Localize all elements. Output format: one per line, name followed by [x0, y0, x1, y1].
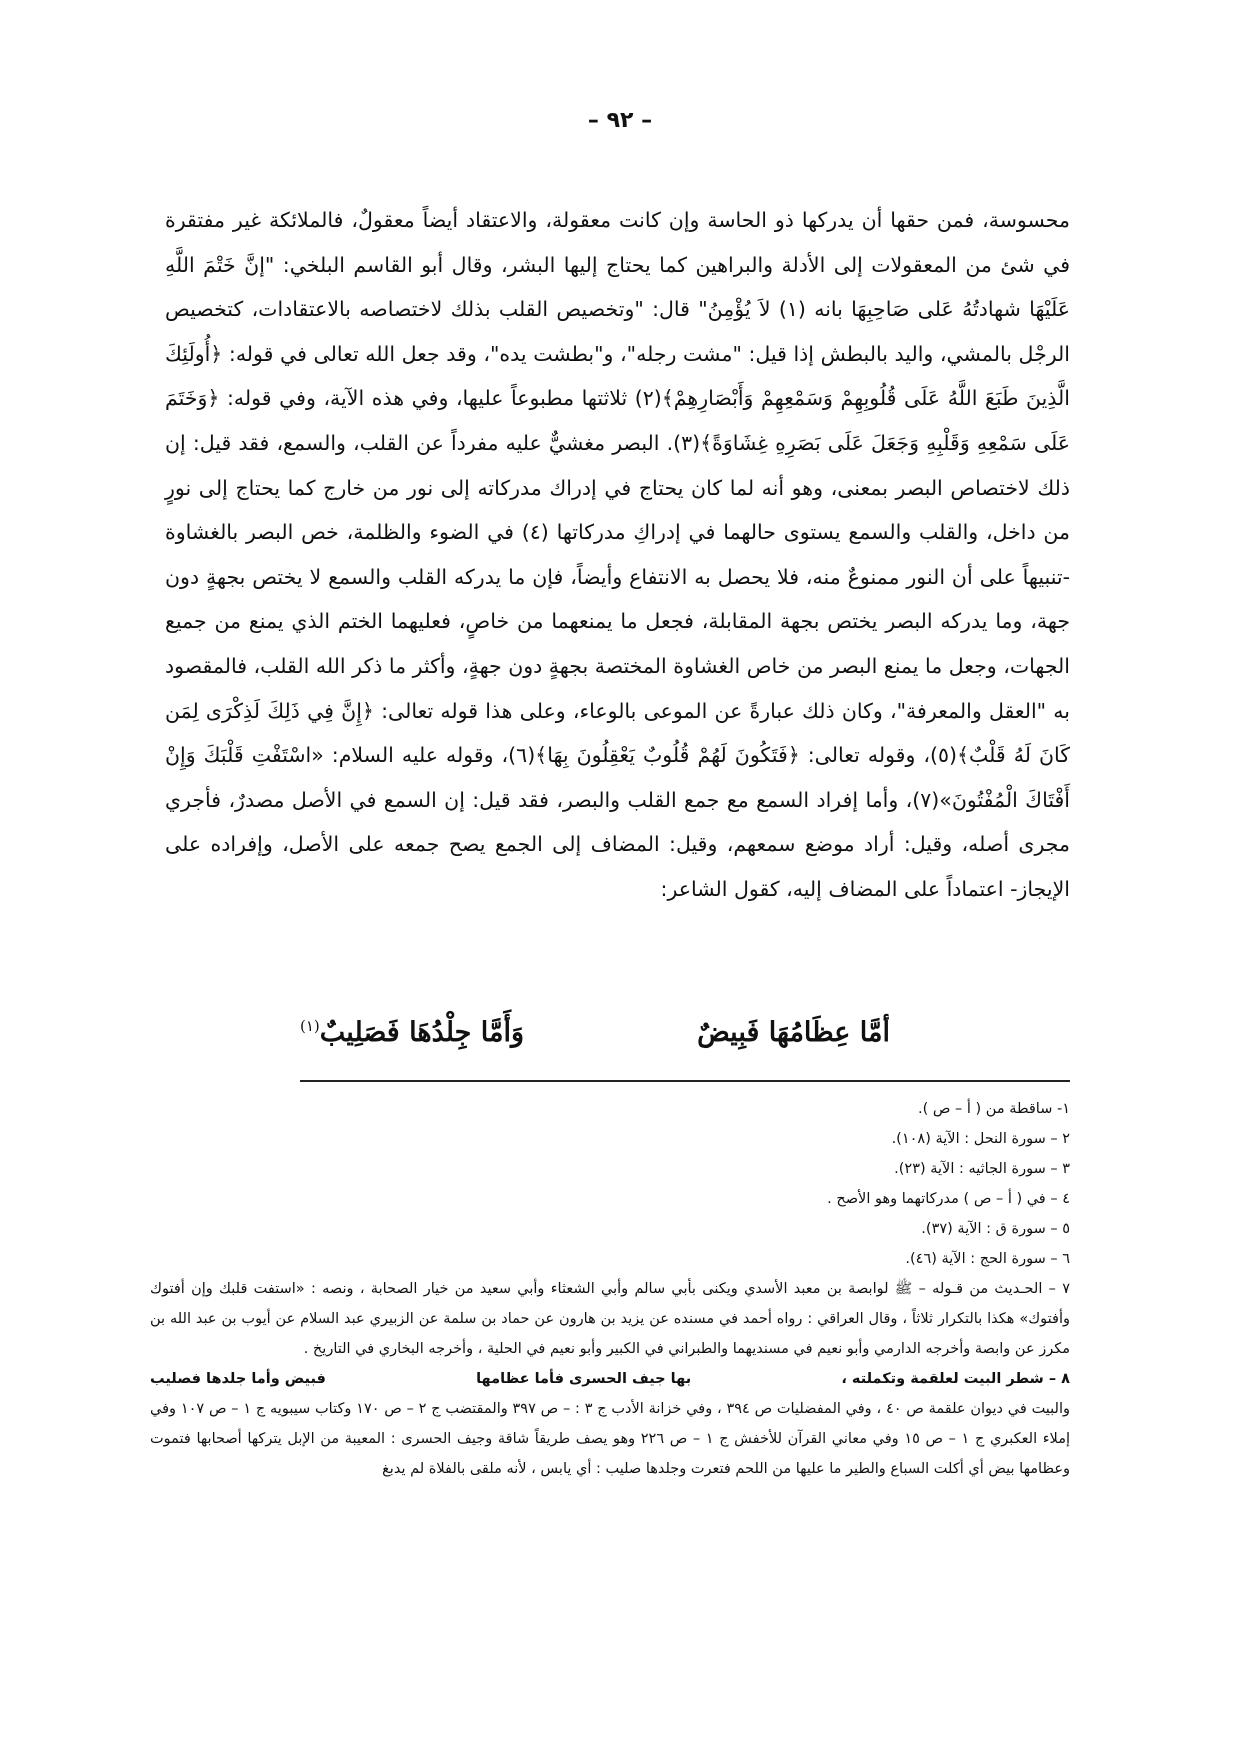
footnote-4: ٤ – في ( أ – ص ) مدركاتهما وهو الأصح . [827, 1191, 1070, 1207]
poetry-first-hemistich-text: أمَّا عِظَامُهَا فَبِيضٌ [697, 1017, 890, 1048]
footnote-7: ٧ – الحـديث من قـوله – ﷺ لوابصة بن معبد الأسدي ويكنى بأبي سالم وأبي الشعثاء وأبي سعيد من خيار الصحابة ، ونصه : «استفت قلبك وإن أفتوك وأفتوك» هكذا بالتكرار ثلاثاً ، وقال العراقي : رواه أحمد في مسنده عن يزيد بن هارون عن حماد بن سلمة عن الزبيري عبد السلام عن أيوب بن عبد الله بن مكرز عن وابصة وأخرجه الدارمي وأبو نعيم في مسنديهما والطبراني في الكبير وأبو نعيم في الحلية ، وأخرجه البخاري في التاريخ . [150, 1281, 1070, 1357]
main-paragraph: محسوسة، فمن حقها أن يدركها ذو الحاسة وإن كانت معقولة، والاعتقاد أيضاً معقولٌ، فالملائكة غير مفتقرة في شئ من المعقولات إلى الأدلة والبراهين كما يحتاج إليها البشر، وقال أبو القاسم البلخي: "إنَّ خَتْمَ اللَّهِ عَلَيْهَا شهادتُهُ عَلى صَاحِبِهَا بانه (١) لاَ يُؤْمِنُ" قال: "وتخصيص القلب بذلك لاختصاصه بالاعتقادات، كتخصيص الرجْل بالمشي، واليد بالبطش إذا قيل: "مشت رجله"، و"بطشت يده"، وقد جعل الله تعالى في قوله: ﴿أُولَئِكَ الَّذِينَ طَبَعَ اللَّهُ عَلَى قُلُوبِهِمْ وَسَمْعِهِمْ وَأَبْصَارِهِمْ﴾(٢) ثلاثتها مطبوعاً عليها، وفي هذه الآية، وفي قوله: ﴿وَخَتَمَ عَلَى سَمْعِهِ وَقَلْبِهِ وَجَعَلَ عَلَى بَصَرِهِ غِشَاوَةً﴾(٣). البصر مغشيٌّ عليه مفرداً عن القلب، والسمع، فقد قيل: إن ذلك لاختصاص البصر بمعنى، وهو أنه لما كان يحتاج في إدراك مدركاته إلى نور من خارج كما يحتاج إلى نورٍ من داخل، والقلب والسمع يستوى حالهما في إدراكِ مدركاتها (٤) في الضوء والظلمة، خص البصر بالغشاوة -تنبيهاً على أن النور ممنوعٌ منه، فلا يحصل به الانتفاع وأيضاً، فإن ما يدركه القلب والسمع لا يختص بجهةٍ دون جهة، وما يدركه البصر يختص بجهة المقابلة، فجعل ما يمنعهما من خاصٍ، فعليهما الختم الذي يمنع من جميع الجهات، وجعل ما يمنع البصر من خاص الغشاوة المختصة بجهةٍ دون جهةٍ، وأكثر ما ذكر الله القلب، فالمقصود به "العقل والمعرفة"، وكان ذلك عبارةً عن الموعى بالوعاء، وعلى هذا قوله تعالى: ﴿إِنَّ فِي ذَلِكَ لَذِكْرَى لِمَن كَانَ لَهُ قَلْبٌ﴾(٥)، وقوله تعالى: ﴿فَتَكُونَ لَهُمْ قُلُوبٌ يَعْقِلُونَ بِهَا﴾(٦)، وقوله عليه السلام: «اسْتَفْتِ قَلْبَكَ وَإِنْ أَفْتَاكَ الْمُفْتُونَ»(٧)، وأما إفراد السمع مع جمع القلب والبصر، فقد قيل: إن السمع في الأصل مصدرٌ، فأجري مجرى أصله، وقيل: أراد موضع سمعهم، وقيل: المضاف إلى الجمع يصح جمعه على الأصل، وإفراده على الإيجاز- اعتماداً على المضاف إليه، كقول الشاعر: [165, 208, 1071, 901]
footnote-8-verse-first-half: بها جيف الحسرى فأما عظامها [476, 1371, 692, 1387]
footnote-8-verse-second-half: فبيض وأما جلدها فصليب [150, 1371, 326, 1387]
footnote-5: ٥ – سورة ق : الآية (٣٧). [921, 1221, 1070, 1237]
poetry-first-hemistich [697, 1017, 890, 1048]
footnotes-section [150, 1094, 1070, 1484]
footnote-8-header [150, 1364, 1070, 1394]
footnote-divider [300, 1080, 1070, 1082]
footnote-3: ٣ – سورة الجاثيه : الآية (٢٣). [894, 1161, 1070, 1177]
footnote-6: ٦ – سورة الحج : الآية (٤٦). [905, 1251, 1070, 1267]
page-number: – ٩٢ – [587, 108, 653, 133]
footnote-1: ١- ساقطة من ( أ – ص ). [918, 1101, 1070, 1117]
main-text-body [165, 198, 1070, 912]
footnote-8-body: والبيت في ديوان علقمة ص ٤٠ ، وفي المفضليات ص ٣٩٤ ، وفي خزانة الأدب ج ٣ : – ص ٣٩٧ والمقتضب ج ٢ – ص ١٧٠ وكتاب سيبويه ج ١ – ص ١٠٧ وفي إملاء العكبري ج ١ – ص ١٥ وفي معاني القرآن للأخفش ج ١ – ص ٢٢٦ وهو يصف طريقاً شاقة وجيف الحسرى : المعيبة من الإبل يتركها أصحابها فتموت وعظامها بيض أي أكلت السباع والطير ما عليها من اللحم فتعرت وجلدها صليب : أي يابس ، لأنه ملقى بالفلاة لم يدبغ [150, 1401, 1071, 1477]
footnote-8-intro: ٨ – شطر البيت لعلقمة وتكملته ، [841, 1371, 1070, 1387]
poetry-second-hemistich [300, 1017, 524, 1048]
poetry-second-hemistich-text: وَأَمَّا جِلْدُهَا فَصَلِيبٌ [319, 1017, 524, 1048]
poetry-footnote-marker: (١) [300, 1017, 320, 1035]
footnote-2: ٢ – سورة النحل : الآية (١٠٨). [891, 1131, 1070, 1147]
poetry-line [300, 1017, 890, 1048]
